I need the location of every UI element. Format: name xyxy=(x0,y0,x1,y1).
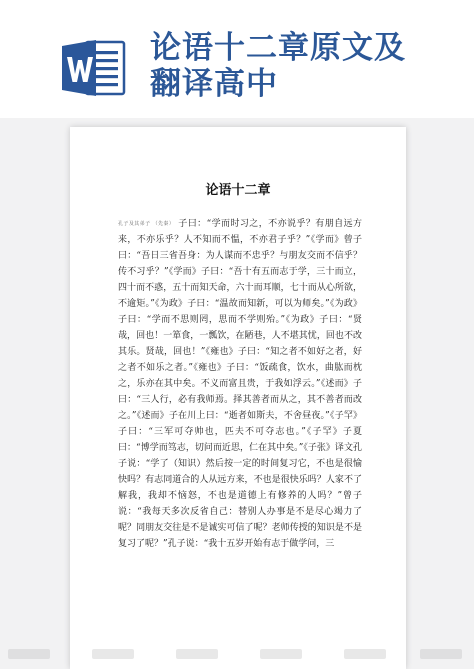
document-body xyxy=(118,216,362,552)
title-line-1: 论语十二章原文及 xyxy=(150,30,406,66)
word-document-icon xyxy=(62,38,126,98)
header-banner xyxy=(0,0,474,120)
watermark-mark xyxy=(92,649,134,659)
document-title: 论语十二章 xyxy=(205,183,271,198)
author-line: 孔子及其弟子 （先秦） xyxy=(118,221,175,227)
watermark-mark xyxy=(8,649,50,659)
watermark-mark xyxy=(176,649,218,659)
watermark-mark xyxy=(344,649,386,659)
document-text: 子曰：“学而时习之，不亦说乎？有朋自远方来，不亦乐乎？人不知而不愠，不亦君子乎？”《学而》曾子曰：“吾日三省吾身：为人谋而不忠乎？与朋友交而不信乎？传不习乎？”《学而》子曰：“吾十有五而志于学，三十而立，四十而不惑，五十而知天命，六十而耳顺，七十而从心所欲，不逾矩。”《为政》子曰：“温故而知新，可以为师矣。”《为政》子曰：“学而不思则罔，思而不学则殆。”《为政》子曰：“贤哉，回也！一箪食，一瓢饮，在陋巷，人不堪其忧，回也不改其乐。贤哉，回也！”《雍也》子曰：“知之者不如好之者，好之者不如乐之者。”《雍也》子曰：“饭疏食，饮水，曲肱而枕之，乐亦在其中矣。不义而富且贵，于我如浮云。”《述而》子曰：“三人行，必有我师焉。择其善者而从之，其不善者而改之。”《述而》子在川上曰：“逝者如斯夫，不舍昼夜。”《子罕》子曰：“三军可夺帅也，匹夫不可夺志也。”《子罕》子夏曰：“博学而笃志，切问而近思，仁在其中矣。”《子张》译文孔子说：“学了（知识）然后按一定的时间复习它，不也是很愉快吗？有志同道合的人从远方来，不也是很快乐吗？人家不了解我，我却不恼怒，不也是道德上有修养的人吗？”曾子说：“我每天多次反省自己：替别人办事是不是尽心竭力了呢？同朋友交往是不是诚实可信了呢？老师传授的知识是不是复习了呢？”孔子说：“我十五岁开始有志于做学问，三 xyxy=(118,219,363,549)
watermark-strip xyxy=(0,645,474,659)
watermark-mark xyxy=(260,649,302,659)
document-page xyxy=(70,127,406,669)
page-title xyxy=(150,30,460,102)
watermark-mark xyxy=(420,649,462,659)
title-line-2: 翻译高中 xyxy=(150,66,278,102)
